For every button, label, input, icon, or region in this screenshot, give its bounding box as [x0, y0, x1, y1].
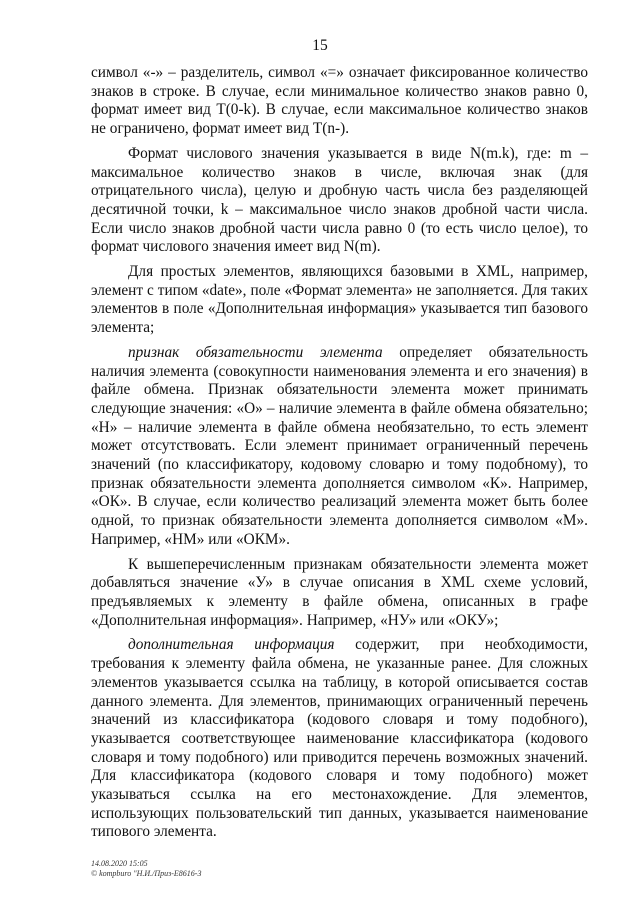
paragraph: Для простых элементов, являющихся базовыми в XML, например, элемент с типом «date», поле «Формат элемента» не заполняется. Для таких элементов в поле «Дополнительная информация» указывается тип базового элемента;	[91, 263, 588, 337]
term-required-flag: признак обязательности элемента	[128, 343, 383, 361]
footer-stamp	[91, 859, 201, 879]
paragraph: Формат числового значения указывается в виде N(m.k), где: m – максимальное количество знаков в числе, включая знак (для отрицательного числа), целую и дробную часть числа без разделяющей десятичной точки, k – максимальное число знаков дробной части числа. Если число знаков дробной части числа равно 0 (то есть число целое), то формат числового значения имеет вид N(m).	[91, 144, 588, 256]
footer-date: 14.08.2020 15:05	[91, 859, 148, 868]
body-text	[91, 64, 588, 842]
footer-reference: © kompburo "Н.И./Приз-Е8616-3	[91, 869, 202, 878]
paragraph	[91, 344, 588, 550]
page-number: 15	[312, 37, 328, 54]
paragraph: К вышеперечисленным признакам обязательности элемента может добавляться значение «У» в случае описания в XML схеме условий, предъявляемых к элементу в файле обмена, описанных в графе «Дополнительная информация». Например, «НУ» или «ОКУ»;	[91, 555, 588, 629]
term-additional-info: дополнительная информация	[128, 636, 335, 654]
paragraph	[91, 636, 588, 842]
paragraph-text: содержит, при необходимости, требования к элементу файла обмена, не указанные ранее. Для сложных элементов указывается ссылка на таблицу, в которой описывается состав данного элемента. Для элементов, принимающих ограниченный перечень значений из классификатора (кодового словаря и тому подобного), указывается соответствующее наименование классификатора (кодового словаря и тому подобного) или приводится перечень возможных значений. Для классификатора (кодового словаря и тому подобного) может указываться ссылка на его местонахождение. Для элементов, использующих пользовательский тип данных, указывается наименование типового элемента.	[91, 636, 588, 841]
paragraph: символ «-» – разделитель, символ «=» означает фиксированное количество знаков в строке. В случае, если минимальное количество знаков равно 0, формат имеет вид T(0-k). В случае, если максимальное количество знаков не ограничено, формат имеет вид T(n-).	[91, 64, 588, 138]
paragraph-text: определяет обязательность наличия элемента (совокупности наименования элемента и его значения) в файле обмена. Признак обязательности элемента может принимать следующие значения: «О» – наличие элемента в файле обмена обязательно; «Н» – наличие элемента в файле обмена необязательно, то есть элемент может отсутствовать. Если элемент принимает ограниченный перечень значений (по классификатору, кодовому словарю и тому подобному), то признак обязательности элемента дополняется символом «К». Например, «ОК». В случае, если количество реализаций элемента может быть более одной, то признак обязательности элемента дополняется символом «М». Например, «НМ» или «ОКМ».	[91, 343, 588, 548]
